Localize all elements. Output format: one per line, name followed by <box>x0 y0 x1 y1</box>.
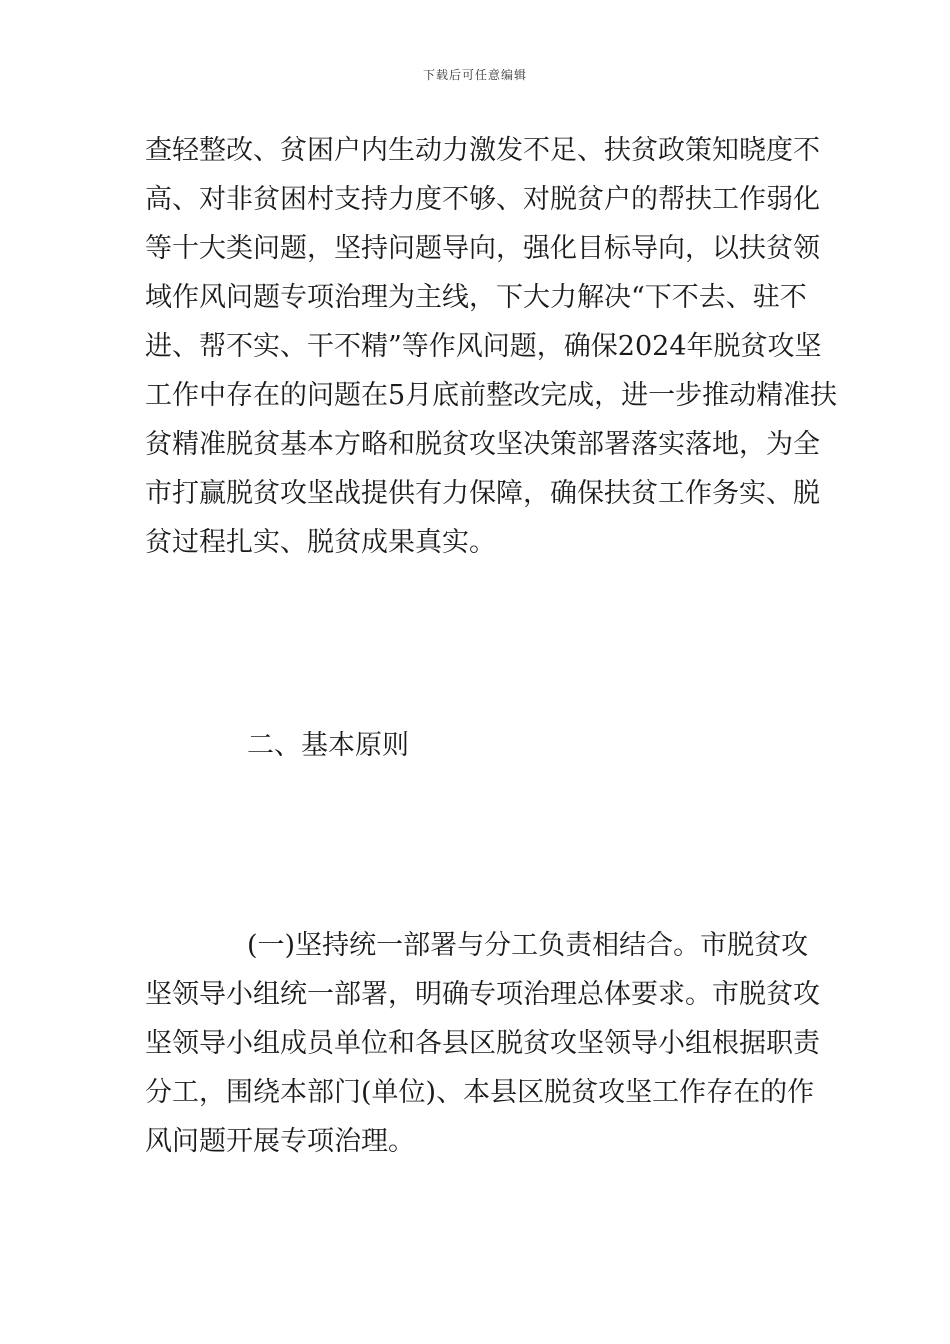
paragraph-line: 等十大类问题，坚持问题导向，强化目标导向，以扶贫领 <box>145 233 820 264</box>
paragraph-line: 坚领导小组统一部署，明确专项治理总体要求。市脱贫攻 <box>145 979 820 1010</box>
paragraph-line: 域作风问题专项治理为主线，下大力解决“下不去、驻不 <box>145 282 807 313</box>
paragraph-line: 风问题开展专项治理。 <box>145 1126 415 1157</box>
paragraph-line: 分工，围绕本部门(单位)、本县区脱贫攻坚工作存在的作 <box>145 1077 815 1108</box>
paragraph-line: 查轻整改、贫困户内生动力激发不足、扶贫政策知晓度不 <box>145 135 820 166</box>
page-header: 下载后可任意编辑 <box>422 68 527 82</box>
paragraph-line: 工作中存在的问题在5月底前整改完成，进一步推动精准扶 <box>145 380 838 411</box>
paragraph-line: 坚领导小组成员单位和各县区脱贫攻坚领导小组根据职责 <box>145 1028 820 1059</box>
paragraph-line: (一)坚持统一部署与分工负责相结合。市脱贫攻 <box>247 930 809 961</box>
paragraph-line: 高、对非贫困村支持力度不够、对脱贫户的帮扶工作弱化 <box>145 184 820 215</box>
section-heading: 二、基本原则 <box>247 730 409 761</box>
paragraph-line: 贫精准脱贫基本方略和脱贫攻坚决策部署落实落地，为全 <box>145 429 820 460</box>
paragraph-line: 进、帮不实、干不精”等作风问题，确保2024年脱贫攻坚 <box>145 331 822 362</box>
paragraph-line: 贫过程扎实、脱贫成果真实。 <box>145 527 496 558</box>
paragraph-line: 市打赢脱贫攻坚战提供有力保障，确保扶贫工作务实、脱 <box>145 478 820 509</box>
